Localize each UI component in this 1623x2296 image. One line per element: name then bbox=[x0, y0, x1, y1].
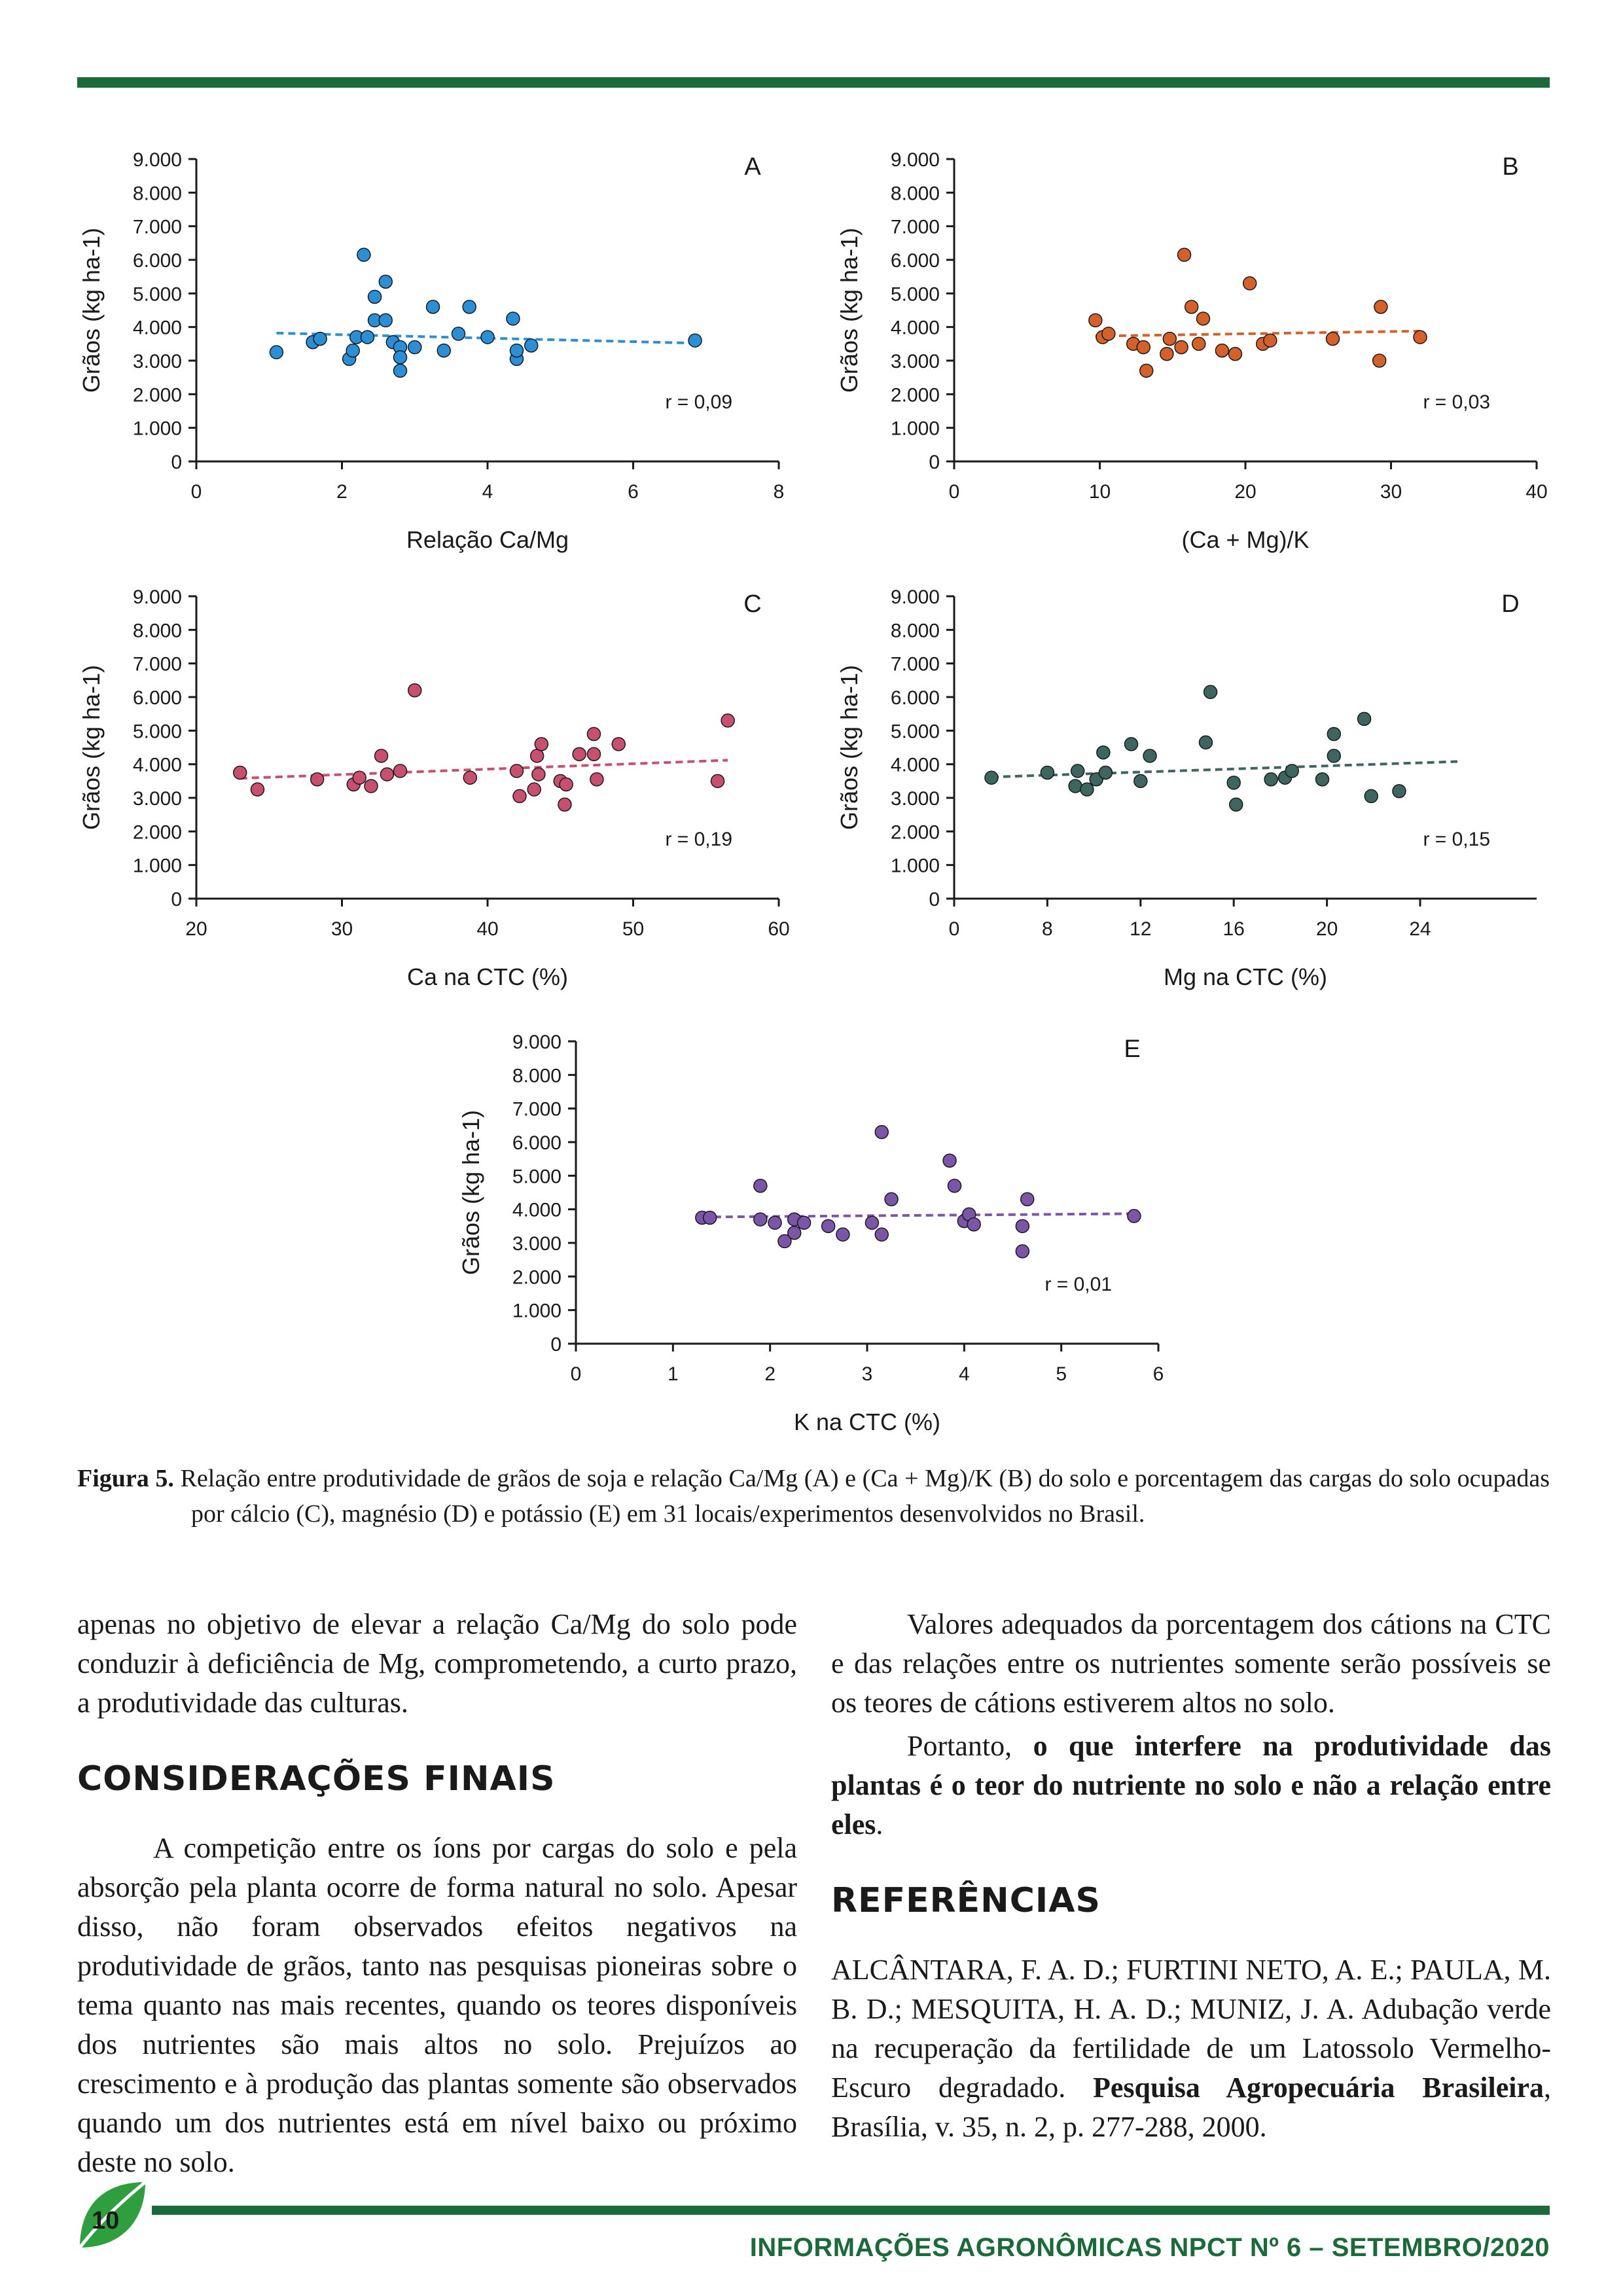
data-point bbox=[1099, 766, 1112, 780]
data-point bbox=[711, 774, 724, 787]
data-point bbox=[1264, 773, 1277, 786]
y-tick-label: 8.000 bbox=[132, 183, 182, 205]
correlation-annotation: r = 0,03 bbox=[1423, 391, 1491, 413]
x-tick-label: 60 bbox=[768, 918, 790, 940]
data-point bbox=[1097, 746, 1110, 759]
x-tick-label: 40 bbox=[476, 918, 499, 940]
y-axis-label: Grãos (kg ha-1) bbox=[78, 664, 105, 831]
y-tick-label: 7.000 bbox=[512, 1098, 562, 1121]
x-tick-label: 4 bbox=[958, 1363, 970, 1385]
section-heading-consideracoes: CONSIDERAÇÕES FINAIS bbox=[77, 1759, 556, 1799]
figure-caption-text: Relação entre produtividade de grãos de soja e relação Ca/Mg (A) e (Ca + Mg)/K (B) do solo e porcentagem das cargas do solo ocupadas por cálcio (C), magnésio (D) e potássio (E) em 31 locais/experimentos desenvolvidos no Brasil. bbox=[180, 1465, 1550, 1528]
section-heading-referencias: REFERÊNCIAS bbox=[831, 1881, 1101, 1920]
top-rule bbox=[77, 77, 1550, 88]
y-tick-label: 1.000 bbox=[890, 418, 940, 440]
data-point bbox=[885, 1193, 898, 1206]
right-paragraph-2-start: Portanto, bbox=[907, 1730, 1033, 1762]
y-tick-label: 3.000 bbox=[890, 351, 940, 372]
panel-label: C bbox=[743, 590, 762, 618]
data-point bbox=[368, 290, 382, 303]
left-paragraph-1: apenas no objetivo de elevar a relação Ca/Mg do solo pode conduzir à deficiência de Mg, comprometendo, a curto prazo, a produtividade das culturas. bbox=[77, 1608, 797, 1719]
right-column bbox=[831, 1605, 1551, 2147]
left-paragraph-2: A competição entre os íons por cargas do solo e pela absorção pela planta ocorre de forma natural no solo. Apesar disso, não foram observados efeitos negativos na produtividade de grãos, tanto nas pesquisas pioneiras sobre o tema quanto nas mais recentes, quando os teores disponíveis dos nutrientes são mais altos no solo. Prejuízos ao crescimento e à produção das plantas somente são observados quando um dos nutrientes está em nível baixo ou próximo deste no solo. bbox=[77, 1832, 797, 2178]
data-point bbox=[875, 1228, 888, 1241]
x-tick-label: 3 bbox=[861, 1363, 873, 1385]
x-tick-label: 6 bbox=[1152, 1363, 1164, 1385]
data-point bbox=[768, 1216, 781, 1229]
data-point bbox=[1215, 344, 1228, 357]
y-tick-label: 6.000 bbox=[512, 1132, 562, 1154]
data-point bbox=[587, 747, 600, 761]
x-tick-label: 0 bbox=[570, 1363, 582, 1385]
y-tick-label: 5.000 bbox=[890, 721, 940, 743]
data-point bbox=[365, 780, 378, 793]
y-axis-label: Grãos (kg ha-1) bbox=[78, 227, 105, 393]
right-paragraph-2-end: . bbox=[876, 1808, 883, 1840]
y-tick-label: 0 bbox=[171, 452, 182, 473]
data-point bbox=[532, 768, 545, 781]
data-point bbox=[1364, 789, 1378, 802]
y-tick-label: 2.000 bbox=[890, 384, 940, 406]
data-point bbox=[721, 714, 734, 727]
data-point bbox=[754, 1213, 767, 1226]
trend-line bbox=[991, 762, 1457, 778]
data-point bbox=[535, 738, 548, 751]
reference-details: , Brasília, v. 35, n. 2, p. 277-288, 2000. bbox=[831, 2072, 1551, 2143]
x-tick-label: 20 bbox=[1234, 481, 1257, 503]
y-tick-label: 6.000 bbox=[890, 687, 940, 709]
x-axis-label: Ca na CTC (%) bbox=[406, 963, 569, 990]
data-point bbox=[408, 340, 421, 353]
y-tick-label: 0 bbox=[171, 889, 182, 910]
data-point bbox=[437, 344, 450, 357]
data-point bbox=[1080, 783, 1094, 796]
scatter-chart-d bbox=[830, 584, 1556, 1016]
data-point bbox=[1185, 300, 1198, 314]
scatter-chart-b bbox=[830, 147, 1556, 579]
y-tick-label: 0 bbox=[929, 889, 940, 910]
x-tick-label: 2 bbox=[336, 481, 348, 503]
x-axis-label: (Ca + Mg)/K bbox=[1181, 526, 1310, 553]
data-point bbox=[510, 344, 524, 357]
data-point bbox=[1016, 1245, 1029, 1258]
data-point bbox=[361, 331, 374, 344]
data-point bbox=[1374, 300, 1387, 314]
reference-authors-title: ALCÂNTARA, F. A. D.; FURTINI NETO, A. E.; PAULA, M. B. D.; MESQUITA, H. A. D.; MUNIZ, J. A. Adubação verde na recuperação da fertilidade de um Latossolo Vermelho-Escuro degradado. bbox=[831, 1954, 1551, 2104]
data-point bbox=[313, 332, 327, 346]
y-tick-label: 6.000 bbox=[132, 250, 182, 272]
trend-line bbox=[702, 1213, 1134, 1217]
y-tick-label: 1.000 bbox=[512, 1300, 562, 1322]
y-tick-label: 7.000 bbox=[890, 216, 940, 238]
x-tick-label: 30 bbox=[330, 918, 353, 940]
reference-journal: Pesquisa Agropecuária Brasileira bbox=[1093, 2072, 1544, 2104]
y-tick-label: 4.000 bbox=[890, 754, 940, 776]
y-tick-label: 7.000 bbox=[132, 216, 182, 238]
y-tick-label: 2.000 bbox=[512, 1266, 562, 1289]
y-tick-label: 3.000 bbox=[512, 1233, 562, 1255]
y-tick-label: 2.000 bbox=[132, 821, 182, 844]
data-point bbox=[452, 327, 465, 340]
panel-label: E bbox=[1124, 1035, 1141, 1063]
panel-label: B bbox=[1502, 153, 1519, 181]
y-axis-label: Grãos (kg ha-1) bbox=[836, 664, 863, 831]
data-point bbox=[1140, 364, 1153, 377]
data-point bbox=[353, 771, 366, 784]
x-tick-label: 20 bbox=[1315, 918, 1338, 940]
y-tick-label: 9.000 bbox=[890, 149, 940, 171]
data-point bbox=[985, 771, 998, 784]
data-point bbox=[704, 1211, 717, 1225]
y-tick-label: 4.000 bbox=[512, 1199, 562, 1221]
x-axis-label: Mg na CTC (%) bbox=[1163, 963, 1328, 990]
panel-label: A bbox=[744, 153, 761, 181]
correlation-annotation: r = 0,15 bbox=[1423, 828, 1491, 850]
page-number: 10 bbox=[92, 2207, 120, 2234]
left-column bbox=[77, 1605, 797, 2182]
y-tick-label: 1.000 bbox=[132, 855, 182, 877]
correlation-annotation: r = 0,19 bbox=[665, 828, 733, 850]
data-point bbox=[1125, 738, 1138, 751]
data-point bbox=[463, 771, 476, 784]
data-point bbox=[1192, 337, 1205, 350]
chart-svg bbox=[830, 147, 1556, 579]
trend-line bbox=[1096, 331, 1420, 336]
y-tick-label: 7.000 bbox=[132, 653, 182, 675]
data-point bbox=[798, 1216, 811, 1229]
data-point bbox=[1016, 1219, 1029, 1232]
data-point bbox=[865, 1216, 878, 1229]
x-tick-label: 10 bbox=[1088, 481, 1111, 503]
y-tick-label: 2.000 bbox=[132, 384, 182, 406]
y-tick-label: 1.000 bbox=[132, 418, 182, 440]
data-point bbox=[558, 798, 571, 811]
y-tick-label: 3.000 bbox=[890, 788, 940, 810]
data-point bbox=[234, 766, 247, 780]
chart-svg bbox=[72, 584, 798, 1016]
y-axis-label: Grãos (kg ha-1) bbox=[457, 1109, 484, 1276]
data-point bbox=[1414, 331, 1427, 344]
y-tick-label: 3.000 bbox=[132, 788, 182, 810]
data-point bbox=[1089, 314, 1102, 327]
y-tick-label: 6.000 bbox=[890, 250, 940, 272]
footer-journal-title: INFORMAÇÕES AGRONÔMICAS NPCT Nº 6 – SETEMBRO/2020 bbox=[749, 2233, 1550, 2262]
data-point bbox=[357, 248, 370, 261]
chart-svg bbox=[830, 584, 1556, 1016]
panel-label: D bbox=[1501, 590, 1520, 618]
y-axis-label: Grãos (kg ha-1) bbox=[836, 227, 863, 393]
data-point bbox=[375, 749, 388, 762]
data-point bbox=[1178, 248, 1191, 261]
data-point bbox=[1315, 773, 1329, 786]
data-point bbox=[967, 1218, 980, 1231]
x-tick-label: 8 bbox=[1042, 918, 1053, 940]
data-point bbox=[1327, 727, 1340, 740]
data-point bbox=[590, 773, 603, 786]
data-point bbox=[531, 749, 544, 762]
data-point bbox=[346, 344, 359, 357]
y-tick-label: 6.000 bbox=[132, 687, 182, 709]
data-point bbox=[251, 783, 264, 796]
x-tick-label: 6 bbox=[628, 481, 639, 503]
data-point bbox=[463, 300, 476, 314]
x-tick-label: 2 bbox=[764, 1363, 776, 1385]
correlation-annotation: r = 0,01 bbox=[1044, 1273, 1113, 1295]
data-point bbox=[1327, 749, 1340, 762]
data-point bbox=[1199, 736, 1212, 749]
y-tick-label: 0 bbox=[550, 1334, 562, 1355]
right-paragraph-1: Valores adequados da porcentagem dos cátions na CTC e das relações entre os nutrientes somente serão possíveis se os teores de cátions estiverem altos no solo. bbox=[831, 1608, 1551, 1719]
chart-svg bbox=[452, 1030, 1178, 1462]
y-tick-label: 4.000 bbox=[132, 754, 182, 776]
data-point bbox=[513, 789, 526, 802]
x-tick-label: 50 bbox=[622, 918, 645, 940]
data-point bbox=[1285, 764, 1298, 778]
scatter-chart-c bbox=[72, 584, 798, 1016]
data-point bbox=[527, 783, 541, 796]
x-tick-label: 0 bbox=[948, 918, 960, 940]
data-point bbox=[481, 331, 494, 344]
x-tick-label: 16 bbox=[1222, 918, 1245, 940]
y-tick-label: 4.000 bbox=[132, 317, 182, 339]
y-tick-label: 0 bbox=[929, 452, 940, 473]
data-point bbox=[1160, 348, 1173, 361]
x-tick-label: 0 bbox=[948, 481, 960, 503]
data-point bbox=[1143, 749, 1156, 762]
data-point bbox=[1163, 332, 1176, 346]
y-tick-label: 1.000 bbox=[890, 855, 940, 877]
x-tick-label: 20 bbox=[185, 918, 207, 940]
data-point bbox=[1393, 785, 1406, 798]
data-point bbox=[688, 334, 702, 347]
data-point bbox=[379, 275, 392, 288]
data-point bbox=[1358, 712, 1371, 725]
y-tick-label: 9.000 bbox=[132, 149, 182, 171]
y-tick-label: 5.000 bbox=[132, 283, 182, 306]
data-point bbox=[1069, 780, 1082, 793]
data-point bbox=[1071, 764, 1084, 778]
x-tick-label: 0 bbox=[190, 481, 202, 503]
data-point bbox=[948, 1179, 961, 1193]
y-tick-label: 2.000 bbox=[890, 821, 940, 844]
y-tick-label: 5.000 bbox=[132, 721, 182, 743]
data-point bbox=[1227, 776, 1240, 789]
data-point bbox=[875, 1126, 888, 1139]
x-tick-label: 12 bbox=[1130, 918, 1152, 940]
data-point bbox=[1175, 340, 1188, 353]
data-point bbox=[408, 684, 421, 697]
data-point bbox=[1204, 685, 1217, 698]
x-tick-label: 5 bbox=[1056, 1363, 1067, 1385]
right-paragraph-2 bbox=[831, 1727, 1551, 1844]
x-axis-label: Relação Ca/Mg bbox=[406, 526, 569, 553]
y-tick-label: 3.000 bbox=[132, 351, 182, 372]
data-point bbox=[510, 764, 524, 778]
data-point bbox=[1128, 1210, 1141, 1223]
data-point bbox=[836, 1228, 849, 1241]
figure-caption-label: Figura 5. bbox=[77, 1465, 174, 1492]
data-point bbox=[560, 778, 573, 791]
y-tick-label: 5.000 bbox=[890, 283, 940, 306]
correlation-annotation: r = 0,09 bbox=[665, 391, 733, 413]
data-point bbox=[1327, 332, 1340, 346]
x-tick-label: 30 bbox=[1380, 481, 1402, 503]
data-point bbox=[394, 764, 407, 778]
data-point bbox=[1230, 798, 1243, 811]
data-point bbox=[427, 300, 440, 314]
y-tick-label: 5.000 bbox=[512, 1166, 562, 1188]
y-tick-label: 8.000 bbox=[132, 620, 182, 642]
data-point bbox=[1134, 774, 1147, 787]
data-point bbox=[1021, 1193, 1034, 1206]
data-point bbox=[525, 339, 538, 352]
data-point bbox=[1041, 766, 1054, 780]
data-point bbox=[943, 1154, 956, 1167]
scatter-chart-e bbox=[452, 1030, 1178, 1462]
x-tick-label: 8 bbox=[773, 481, 785, 503]
data-point bbox=[587, 727, 600, 740]
y-tick-label: 4.000 bbox=[890, 317, 940, 339]
data-point bbox=[379, 314, 392, 327]
right-paragraph-2-bold: o que interfere na produtividade das plantas é o teor do nutriente no solo e não a relação entre eles bbox=[831, 1730, 1552, 1840]
data-point bbox=[1264, 334, 1277, 347]
data-point bbox=[754, 1179, 767, 1193]
data-point bbox=[1137, 340, 1150, 353]
reference-entry bbox=[831, 1950, 1551, 2147]
data-point bbox=[1373, 354, 1386, 367]
scatter-chart-a bbox=[72, 147, 798, 579]
y-tick-label: 8.000 bbox=[890, 183, 940, 205]
data-point bbox=[507, 312, 520, 325]
data-point bbox=[380, 768, 393, 781]
data-point bbox=[394, 364, 407, 377]
data-point bbox=[822, 1219, 835, 1232]
bottom-rule bbox=[152, 2206, 1550, 2215]
data-point bbox=[270, 346, 283, 359]
data-point bbox=[573, 747, 586, 761]
y-tick-label: 7.000 bbox=[890, 653, 940, 675]
data-point bbox=[1228, 348, 1241, 361]
x-tick-label: 1 bbox=[667, 1363, 679, 1385]
x-tick-label: 4 bbox=[482, 481, 493, 503]
chart-svg bbox=[72, 147, 798, 579]
data-point bbox=[1102, 327, 1115, 340]
x-axis-label: K na CTC (%) bbox=[793, 1408, 941, 1435]
data-point bbox=[394, 351, 407, 364]
data-point bbox=[311, 773, 324, 786]
y-tick-label: 8.000 bbox=[890, 620, 940, 642]
y-tick-label: 8.000 bbox=[512, 1065, 562, 1087]
y-tick-label: 9.000 bbox=[512, 1031, 562, 1053]
data-point bbox=[1196, 312, 1209, 325]
data-point bbox=[1243, 277, 1257, 290]
y-tick-label: 9.000 bbox=[890, 586, 940, 608]
figure-caption bbox=[77, 1461, 1550, 1532]
x-tick-label: 24 bbox=[1409, 918, 1431, 940]
data-point bbox=[612, 738, 625, 751]
x-tick-label: 40 bbox=[1525, 481, 1548, 503]
y-tick-label: 9.000 bbox=[132, 586, 182, 608]
data-point bbox=[788, 1227, 801, 1240]
